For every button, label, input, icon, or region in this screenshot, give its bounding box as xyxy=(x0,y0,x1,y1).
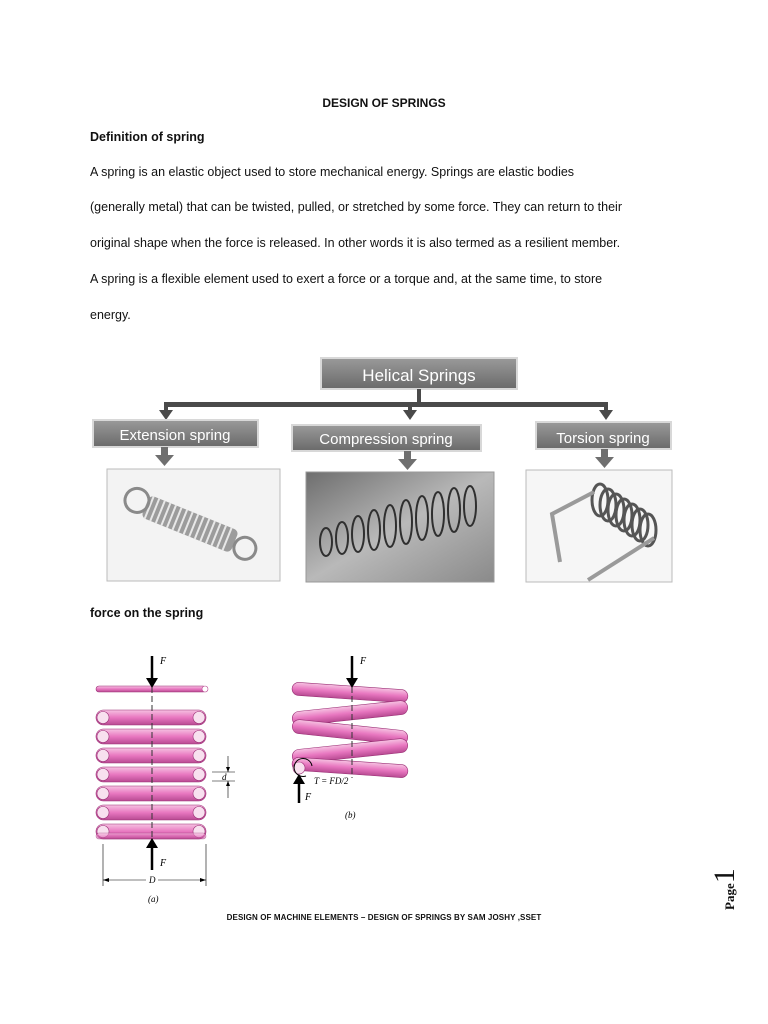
box-extension-spring xyxy=(93,420,258,447)
page-number: 1 xyxy=(708,868,741,884)
spring-figure-a xyxy=(96,656,235,904)
paragraph-line-5: energy. xyxy=(90,308,131,322)
page-word: Page xyxy=(722,883,737,910)
root-label: Helical Springs xyxy=(362,366,476,385)
extension-spring-label: Extension spring xyxy=(119,427,231,444)
force-label-bottom-a: F xyxy=(160,858,167,869)
torque-label: T = FD/2 xyxy=(314,776,349,786)
force-label-top-b: F xyxy=(360,656,367,667)
force-label-bottom-b: F xyxy=(305,792,312,803)
page-footer: DESIGN OF MACHINE ELEMENTS – DESIGN OF SPRINGS BY SAM JOSHY ,SSET xyxy=(226,913,542,922)
paragraph-line-2: (generally metal) that can be twisted, pulled, or stretched by some force. They can return to their xyxy=(90,200,622,214)
helical-springs-diagram xyxy=(90,352,680,588)
connector-arrows xyxy=(159,389,613,420)
root-box-helical-springs xyxy=(321,358,517,389)
paragraph-line-1: A spring is an elastic object used to store mechanical energy. Springs are elastic bodies xyxy=(90,165,575,179)
spring-figure-b xyxy=(292,656,409,820)
force-label-top-a: F xyxy=(160,656,167,667)
torsion-spring-image xyxy=(526,470,672,582)
torsion-spring-label: Torsion spring xyxy=(556,430,650,447)
force-heading: force on the spring xyxy=(90,606,204,620)
box-torsion-spring xyxy=(536,422,671,449)
figure-label-b: (b) xyxy=(345,810,356,820)
force-on-spring-figure xyxy=(90,648,430,910)
coil-diameter-label: D xyxy=(149,875,156,885)
extension-spring-image xyxy=(107,469,280,581)
document-title: DESIGN OF SPRINGS xyxy=(322,96,446,110)
section-heading: Definition of spring xyxy=(90,130,205,144)
paragraph-line-3: original shape when the force is released. In other words it is also termed as a resilient member. xyxy=(90,236,621,250)
paragraph-line-4: A spring is a flexible element used to exert a force or a torque and, at the same time, to store xyxy=(90,272,603,286)
figure-label-a: (a) xyxy=(148,894,159,904)
compression-spring-label: Compression spring xyxy=(319,431,453,448)
page-number-label xyxy=(668,862,741,910)
box-compression-spring xyxy=(292,425,481,451)
compression-spring-image xyxy=(306,472,494,582)
wire-diameter-label: d xyxy=(222,772,227,782)
